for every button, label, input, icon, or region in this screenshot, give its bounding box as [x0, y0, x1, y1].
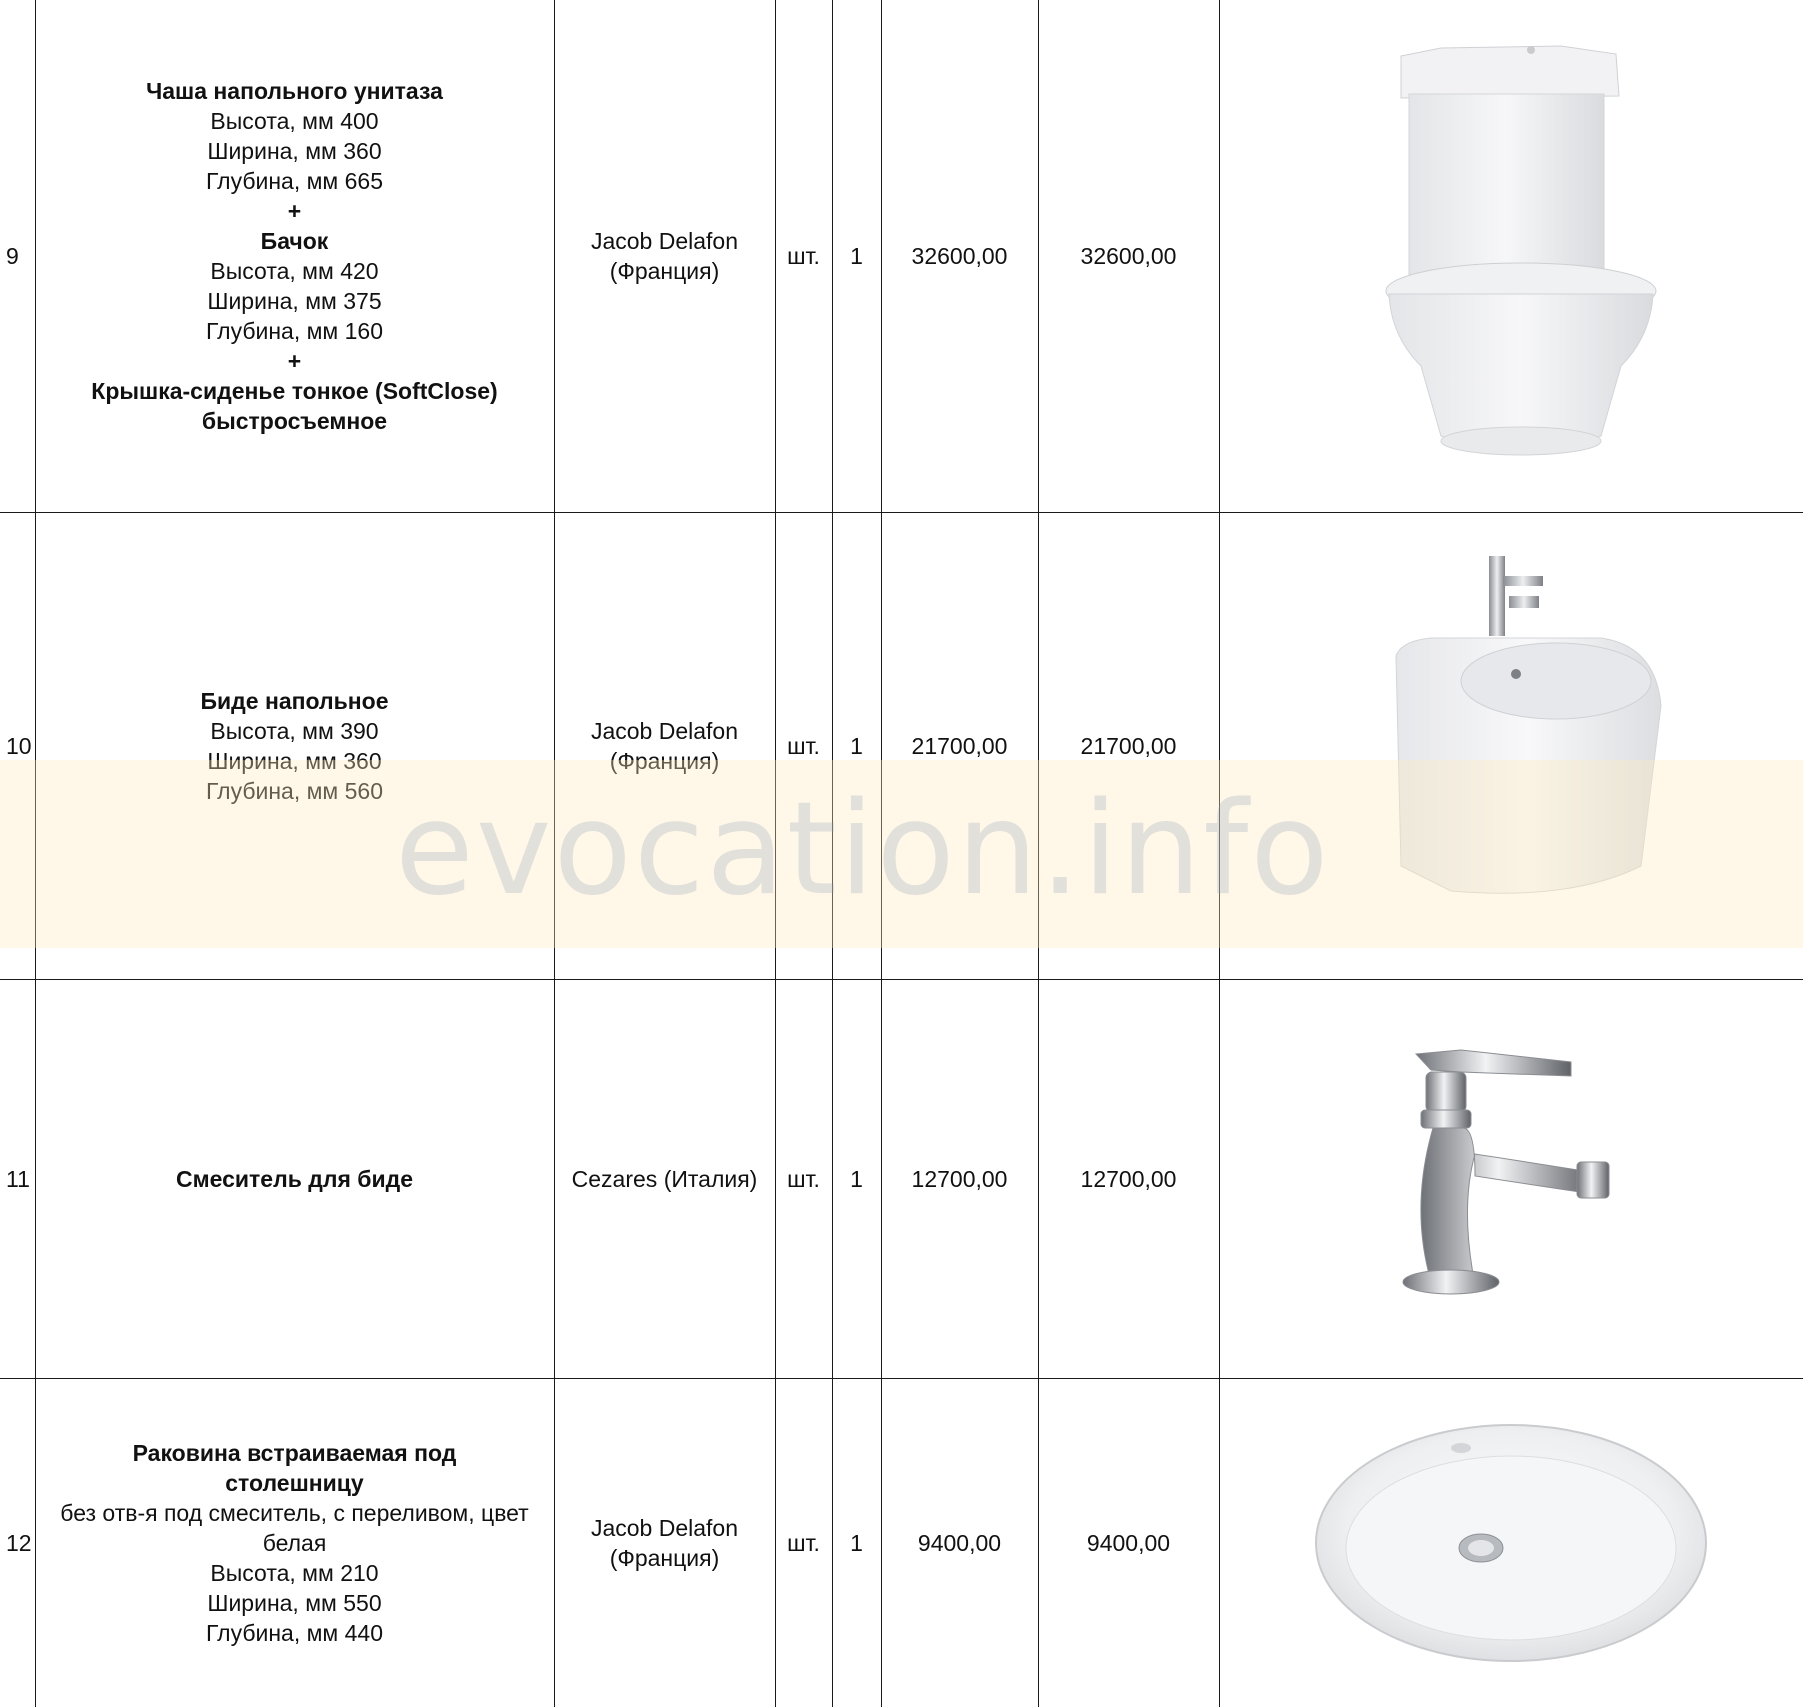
- desc-line: Крышка-сиденье тонкое (SoftClose): [91, 377, 498, 404]
- faucet-image: [1219, 979, 1803, 1378]
- manufacturer: [554, 1378, 775, 1707]
- manufacturer: [554, 512, 775, 979]
- desc-line: Бачок: [260, 227, 329, 254]
- manufacturer-name: Cezares (Италия): [571, 1165, 758, 1192]
- desc-line: Высота, мм 210: [210, 1559, 379, 1586]
- total-price: 12700,00: [1038, 979, 1219, 1378]
- desc-line: +: [287, 197, 302, 224]
- total-price: 32600,00: [1038, 0, 1219, 512]
- desc-line: Ширина, мм 360: [207, 137, 382, 164]
- item-description: [35, 1378, 554, 1707]
- manufacturer-country: (Франция): [609, 747, 720, 774]
- row-number: 11: [0, 979, 35, 1378]
- item-description: [35, 979, 554, 1378]
- manufacturer-name: Jacob Delafon: [590, 717, 739, 744]
- manufacturer: [554, 979, 775, 1378]
- sink-illustration: [1311, 1418, 1711, 1668]
- manufacturer-country: (Франция): [609, 257, 720, 284]
- desc-line: Раковина встраиваемая под: [132, 1439, 457, 1466]
- watermark: evocation.info: [395, 775, 1331, 924]
- desc-line: Высота, мм 420: [210, 257, 379, 284]
- desc-line: Ширина, мм 360: [207, 747, 382, 774]
- manufacturer-country: (Франция): [609, 1544, 720, 1571]
- faucet-illustration: [1371, 1044, 1651, 1314]
- unit: шт.: [775, 1378, 832, 1707]
- quantity: 1: [832, 979, 881, 1378]
- desc-line: Глубина, мм 440: [205, 1619, 384, 1646]
- quantity: 1: [832, 512, 881, 979]
- unit-price: 12700,00: [881, 979, 1038, 1378]
- desc-line: без отв-я под смеситель, с переливом, цвет: [60, 1499, 529, 1526]
- desc-line: белая: [262, 1529, 327, 1556]
- unit-price: 32600,00: [881, 0, 1038, 512]
- desc-line: быстросъемное: [201, 407, 388, 434]
- desc-line: Глубина, мм 560: [205, 777, 384, 804]
- desc-line: Высота, мм 390: [210, 717, 379, 744]
- desc-line: +: [287, 347, 302, 374]
- row-number: 9: [0, 0, 35, 512]
- table-row: [0, 979, 1803, 1378]
- manufacturer: [554, 0, 775, 512]
- quantity: 1: [832, 0, 881, 512]
- manufacturer-name: Jacob Delafon: [590, 227, 739, 254]
- quantity: 1: [832, 1378, 881, 1707]
- item-description: [35, 512, 554, 979]
- unit: шт.: [775, 979, 832, 1378]
- bidet-illustration: [1341, 546, 1681, 946]
- table-row: [0, 1378, 1803, 1707]
- desc-line: Глубина, мм 665: [205, 167, 384, 194]
- desc-line: Смеситель для биде: [176, 1165, 413, 1192]
- table-row: [0, 512, 1803, 979]
- desc-line: Чаша напольного унитаза: [146, 77, 443, 104]
- manufacturer-name: Jacob Delafon: [590, 1514, 739, 1541]
- desc-line: Ширина, мм 375: [207, 287, 382, 314]
- desc-line: Высота, мм 400: [210, 107, 379, 134]
- item-description: [35, 0, 554, 512]
- toilet-image: [1219, 0, 1803, 512]
- desc-line: столешницу: [225, 1469, 364, 1496]
- row-number: 12: [0, 1378, 35, 1707]
- toilet-illustration: [1361, 36, 1661, 476]
- bidet-image: [1219, 512, 1803, 979]
- desc-line: Глубина, мм 160: [205, 317, 384, 344]
- unit: шт.: [775, 512, 832, 979]
- row-number: 10: [0, 512, 35, 979]
- unit-price: 9400,00: [881, 1378, 1038, 1707]
- unit-price: 21700,00: [881, 512, 1038, 979]
- table-row: [0, 0, 1803, 512]
- desc-line: Биде напольное: [200, 687, 389, 714]
- desc-line: Ширина, мм 550: [207, 1589, 382, 1616]
- unit: шт.: [775, 0, 832, 512]
- total-price: 21700,00: [1038, 512, 1219, 979]
- sink-image: [1219, 1378, 1803, 1707]
- total-price: 9400,00: [1038, 1378, 1219, 1707]
